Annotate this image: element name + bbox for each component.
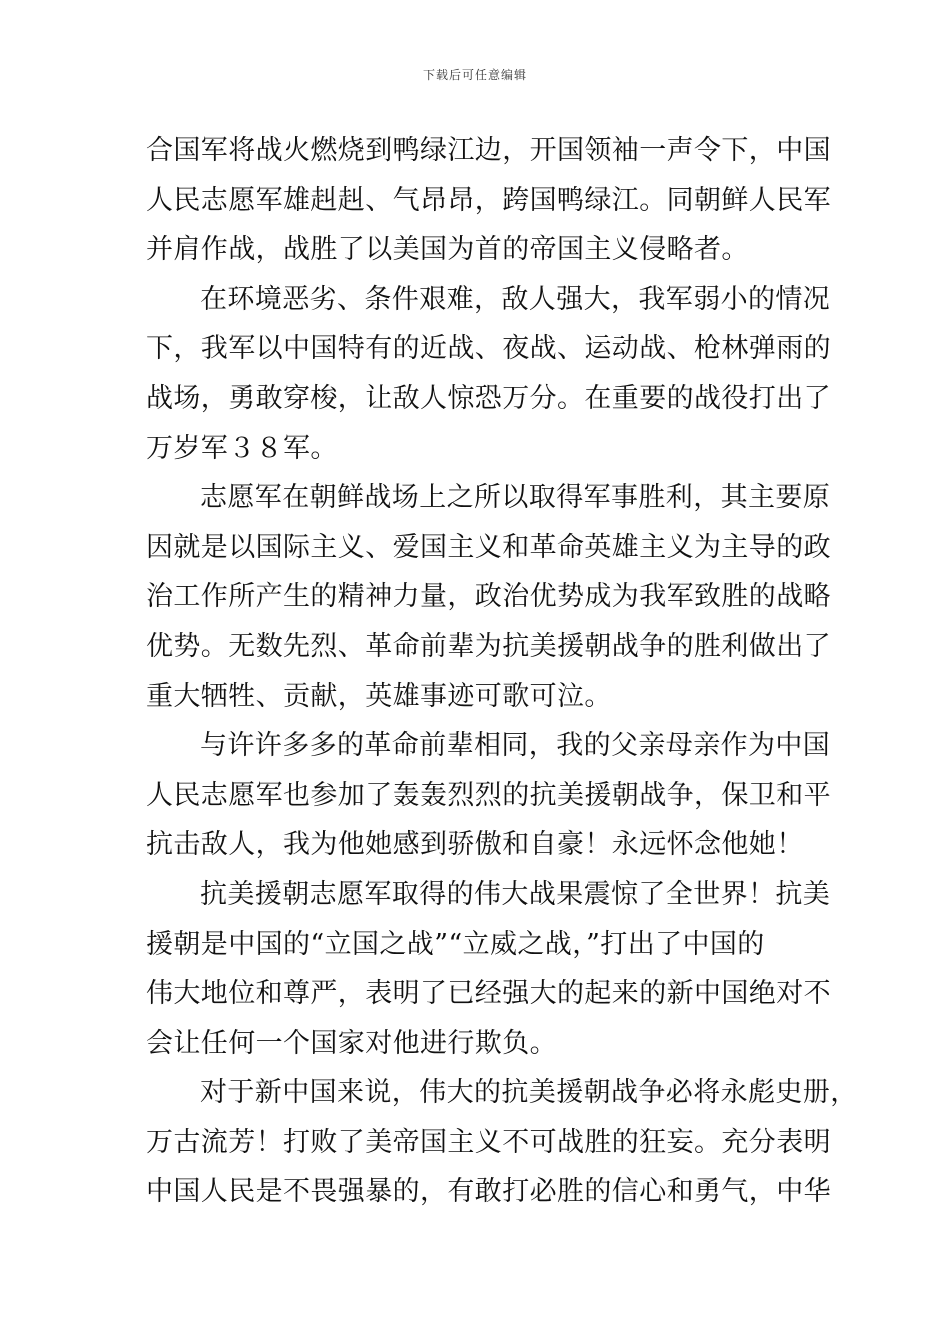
body-text <box>146 126 858 1217</box>
text-line: 会让任何一个国家对他进行欺负。 <box>146 1027 557 1059</box>
text-line: 合国军将战火燃烧到鸭绿江边，开国领袖一声令下，中国 <box>146 135 831 166</box>
paragraph <box>146 721 831 870</box>
text-line: 万岁军３８军。 <box>146 432 338 464</box>
text-line: 因就是以国际主义、爱国主义和革命英雄主义为主导的政 <box>146 531 831 563</box>
text-line: 援朝是中国的“立国之战”“立威之战，”打出了中国的 <box>146 928 765 960</box>
text-line: 中国人民是不畏强暴的，有敢打必胜的信心和勇气，中华 <box>146 1176 831 1208</box>
text-line: 与许许多多的革命前辈相同，我的父亲母亲作为中国 <box>200 730 831 762</box>
text-line: 伟大地位和尊严，表明了已经强大的起来的新中国绝对不 <box>146 978 831 1010</box>
text-line: 优势。无数先烈、革命前辈为抗美援朝战争的胜利做出了 <box>146 630 831 662</box>
paragraph <box>146 275 831 473</box>
paragraph <box>146 1068 858 1217</box>
text-line: 在环境恶劣、条件艰难，敌人强大，我军弱小的情况 <box>200 283 831 315</box>
text-line: 抗美援朝志愿军取得的伟大战果震惊了全世界！抗美 <box>200 878 831 910</box>
text-line: 重大牺牲、贡献，英雄事迹可歌可泣。 <box>146 680 612 712</box>
text-line: 并肩作战，战胜了以美国为首的帝国主义侵略者。 <box>146 234 749 266</box>
paragraph <box>146 126 831 275</box>
header-note: 下载后可任意编辑 <box>422 68 527 82</box>
text-line: 抗击敌人，我为他她感到骄傲和自豪！永远怀念他她！ <box>146 829 804 861</box>
text-line: 对于新中国来说，伟大的抗美援朝战争必将永彪史册， <box>200 1077 858 1109</box>
text-line: 战场，勇敢穿梭，让敌人惊恐万分。在重要的战役打出了 <box>146 382 831 414</box>
paragraph <box>146 870 831 1068</box>
text-line: 下，我军以中国特有的近战、夜战、运动战、枪林弹雨的 <box>146 333 831 365</box>
paragraph <box>146 473 831 721</box>
text-line: 人民志愿军雄赳赳、气昂昂，跨国鸭绿江。同朝鲜人民军 <box>146 184 831 216</box>
text-line: 治工作所产生的精神力量，政治优势成为我军致胜的战略 <box>146 581 831 613</box>
text-line: 万古流芳！打败了美帝国主义不可战胜的狂妄。充分表明 <box>146 1126 831 1158</box>
text-line: 志愿军在朝鲜战场上之所以取得军事胜利，其主要原 <box>200 482 831 514</box>
text-line: 人民志愿军也参加了轰轰烈烈的抗美援朝战争，保卫和平 <box>146 779 831 811</box>
